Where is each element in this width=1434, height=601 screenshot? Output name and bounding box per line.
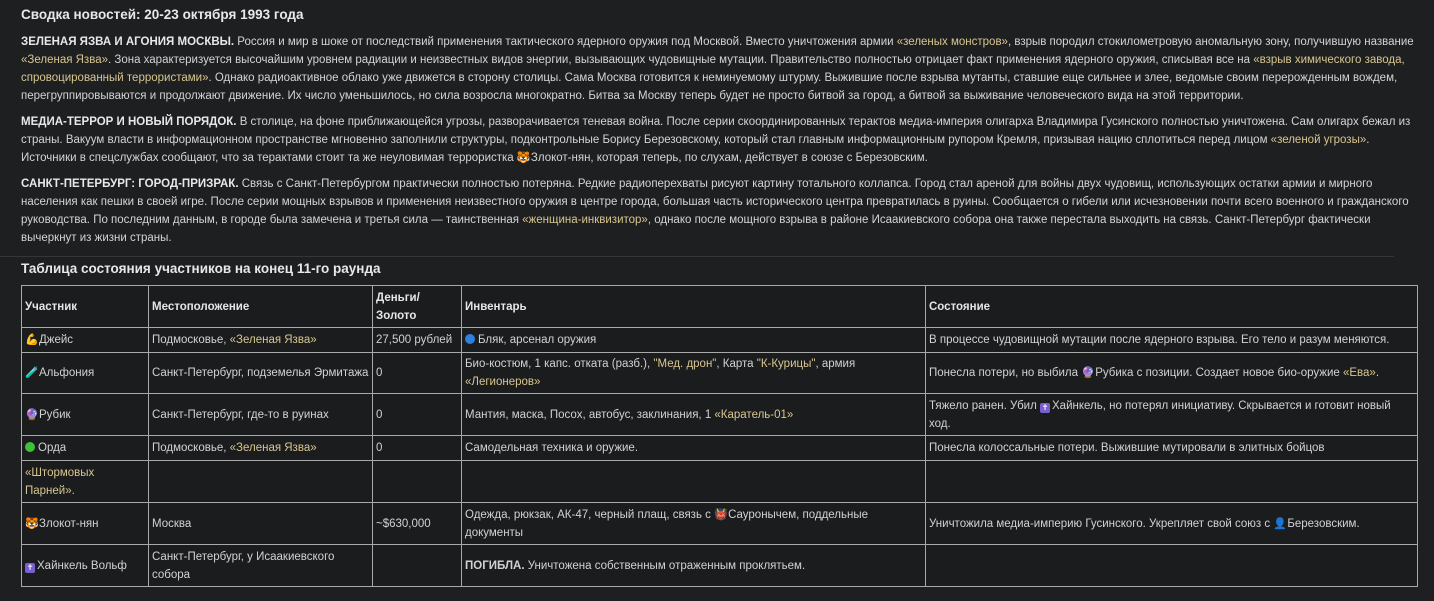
news-heading: ЗЕЛЕНАЯ ЯЗВА И АГОНИЯ МОСКВЫ. [21,36,235,48]
cell-money [373,545,462,587]
cell-status: Тяжело ранен. Убил ✝ Хайнкель, но потерял инициативу. Скрывается и готовит новый ход. [926,394,1418,436]
column-header-status: Состояние [926,286,1418,328]
column-header-location: Местоположение [149,286,373,328]
cell-status [926,545,1418,587]
cell-status [926,461,1418,503]
cell-participant: «Штормовых Парней». [22,461,149,503]
table-row [22,353,1418,394]
cell-participant: 🔮Рубик [22,394,149,436]
cell-participant: Орда [22,436,149,461]
cell-inventory: Мантия, маска, Посох, автобус, заклинания, 1 «Каратель-01» [462,394,926,436]
flexed-biceps-icon: 💪 [25,334,39,346]
devil-face-icon: 👹 [714,508,728,521]
column-header-participant: Участник [22,286,149,328]
table-row [22,503,1418,545]
cell-location: Подмосковье, «Зеленая Язва» [149,436,373,461]
table-row [22,394,1418,436]
news-heading: САНКТ-ПЕТЕРБУРГ: ГОРОД-ПРИЗРАК. [21,178,239,190]
cell-money: 27,500 рублей [373,328,462,353]
news-paragraph-spb: САНКТ-ПЕТЕРБУРГ: ГОРОД-ПРИЗРАК. Связь с Санкт-Петербургом практически полностью потеряна. Редкие радиоперехваты рисуют картину тотального коллапса. Город стал ареной для войны двух чудовищ, использующих остатки армии и мирного населения как пешки в своей игре. После серии мощных взрывов и применения неизвестного оружия в центре города, большая часть исторического центра превратилась в руины. Сообщается о гибели или исчезновении почти всего военного и гражданского руководства. По последним данным, в городе была замечена и третья сила — таинственная «женщина-инквизитор», однако после мощного взрыва в районе Исаакиевского собора она также перестала выходить на связь. Санкт-Петербург фактически вычеркнут из жизни страны. [21,178,1409,244]
cell-location: Подмосковье, «Зеленая Язва» [149,328,373,353]
cell-money: ~$630,000 [373,503,462,545]
table-header-row [22,286,1418,328]
cell-inventory [462,461,926,503]
cell-money: 0 [373,353,462,394]
page-title: Сводка новостей: 20-23 октября 1993 года [21,7,304,22]
cell-inventory: Одежда, рюкзак, АК-47, черный плащ, связь с 👹Сауронычем, поддельные документы [462,503,926,545]
cell-money [373,461,462,503]
blue-circle-icon [465,334,475,344]
table-row [22,328,1418,353]
column-header-inventory: Инвентарь [462,286,926,328]
participants-table [21,285,1418,587]
table-title: Таблица состояния участников на конец 11-го раунда [21,261,381,276]
cell-location: Москва [149,503,373,545]
cell-participant: 🧪Альфония [22,353,149,394]
column-header-money: Деньги/ Золото [373,286,462,328]
table-row [22,545,1418,587]
cell-money: 0 [373,436,462,461]
cell-location [149,461,373,503]
green-circle-icon [25,442,35,452]
crystal-ball-icon: 🔮 [1081,367,1095,379]
cell-status: Понесла потери, но выбила 🔮Рубика с позиции. Создает новое био-оружие «Ева». [926,353,1418,394]
cell-status: Понесла колоссальные потери. Выжившие мутировали в элитных бойцов [926,436,1418,461]
cell-status: В процессе чудовищной мутации после ядерного взрыва. Его тело и разум меняются. [926,328,1418,353]
cell-money: 0 [373,394,462,436]
table-row [22,461,1418,503]
cell-inventory: Бляк, арсенал оружия [462,328,926,353]
bust-silhouette-icon: 👤 [1273,517,1288,530]
test-tube-icon: 🧪 [25,367,39,379]
cell-location: Санкт-Петербург, у Исаакиевского собора [149,545,373,587]
cell-participant: 🐯Злокот-нян [22,503,149,545]
news-paragraph-moscow: ЗЕЛЕНАЯ ЯЗВА И АГОНИЯ МОСКВЫ. Россия и мир в шоке от последствий применения тактического ядерного оружия под Москвой. Вместо уничтожения армии «зеленых монстров», взрыв породил стокилометровую аномальную зону, получившую название «Зеленая Язва». Зона характеризуется высочайшим уровнем радиации и неизвестных видов энергии, вызывающих чудовищные мутации. Правительство полностью отрицает факт применения ядерного оружия, списывая все на «взрыв химического завода, спровоцированный террористами». Однако радиоактивное облако уже движется в сторону столицы. Сама Москва готовится к неминуемому штурму. Выжившие после взрыва мутанты, ставшие еще сильнее и злее, ведомые своим перерожденным вождем, перегруппировываются и продолжают движение. Их число уменьшилось, но сила возросла многократно. Битва за Москву теперь будет не просто битвой за город, а битвой за выживание человеческого вида на этой территории. [21,36,1414,102]
cell-participant: ✝ Хайнкель Вольф [22,545,149,587]
news-paragraph-media: МЕДИА-ТЕРРОР И НОВЫЙ ПОРЯДОК. В столице, на фоне приближающейся угрозы, разворачивается теневая война. После серии скоординированных терактов медиа-империя олигарха Владимира Гусинского полностью уничтожена. Сам олигарх бежал из страны. Вакуум власти в информационном пространстве мгновенно заполнили структуры, подконтрольные Борису Березовскому, который стал главным информационным рупором Кремля, призывая нацию сплотиться перед лицом «зеленой угрозы». Источники в спецслужбах сообщают, что за терактами стоит та же неуловимая террористка 🐯Злокот-нян, которая теперь, по слухам, действует в союзе с Березовским. [21,113,1414,167]
news-heading: МЕДИА-ТЕРРОР И НОВЫЙ ПОРЯДОК. [21,116,237,128]
crystal-ball-icon: 🔮 [25,408,39,421]
cell-location: Санкт-Петербург, подземелья Эрмитажа [149,353,373,394]
latin-cross-icon: ✝ [26,562,34,572]
cat-face-icon: 🐯 [516,152,531,164]
cell-inventory: ПОГИБЛА. Уничтожена собственным отраженным проклятьем. [462,545,926,587]
cell-participant: 💪Джейс [22,328,149,353]
latin-cross-icon: ✝ [1041,402,1049,412]
cat-face-icon: 🐯 [25,517,39,530]
divider [0,256,1394,257]
cell-location: Санкт-Петербург, где-то в руинах [149,394,373,436]
cell-inventory: Био-костюм, 1 капс. отката (разб.), "Мед. дрон", Карта "К-Курицы", армия «Легионеров» [462,353,926,394]
cell-inventory: Самодельная техника и оружие. [462,436,926,461]
cell-status: Уничтожила медиа-империю Гусинского. Укрепляет свой союз с 👤Березовским. [926,503,1418,545]
table-row [22,436,1418,461]
